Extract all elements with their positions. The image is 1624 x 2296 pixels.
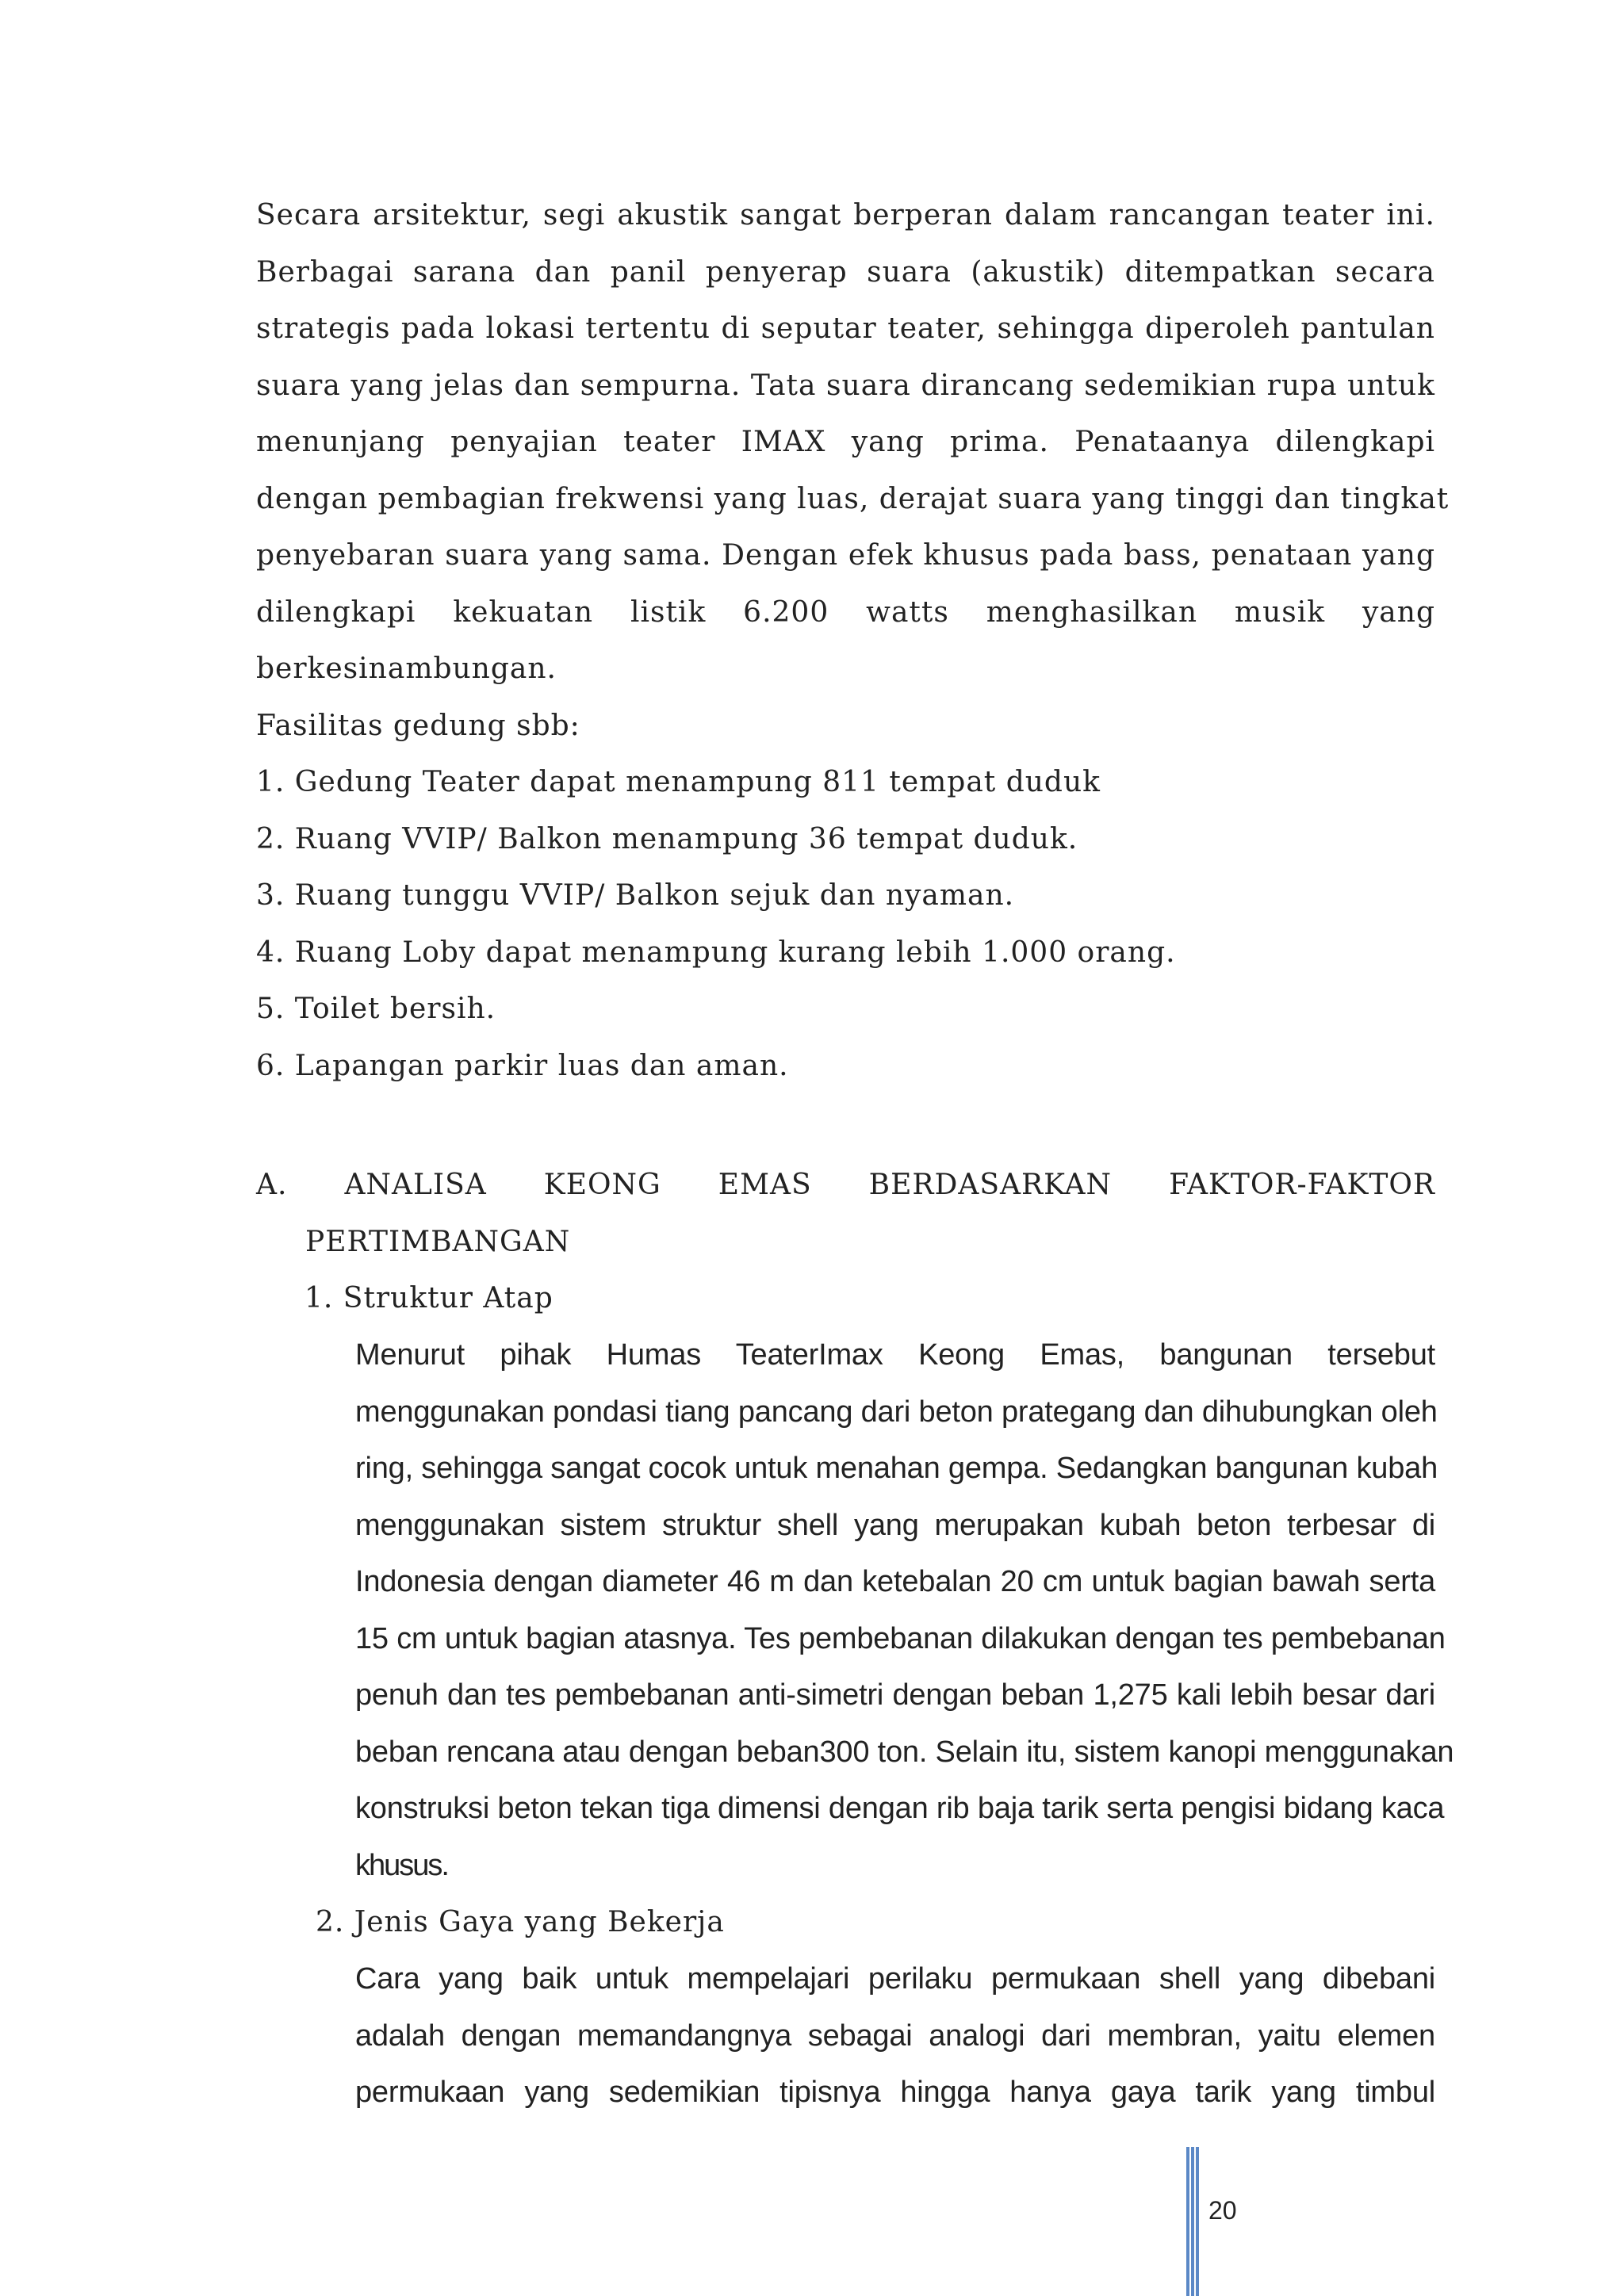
intro-line: Secara arsitektur, segi akustik sangat berperan dalam rancangan teater ini. xyxy=(256,199,1435,232)
page-number: 20 xyxy=(1208,2196,1237,2225)
body-line: penuh dan tes pembebanan anti-simetri dengan beban 1,275 kali lebih besar dari xyxy=(355,1678,1435,1712)
intro-line: Berbagai sarana dan panil penyerap suara (akustik) ditempatkan secara xyxy=(256,255,1435,289)
section-heading-line: PERTIMBANGAN xyxy=(305,1225,571,1258)
body-line: adalah dengan memandangnya sebagai analogi dari membran, yaitu elemen xyxy=(355,2019,1435,2053)
body-line: khusus. xyxy=(355,1848,448,1882)
facility-item: 1. Gedung Teater dapat menampung 811 tempat duduk xyxy=(256,766,1101,798)
subsection-2-title xyxy=(316,1894,1435,1951)
intro-line: strategis pada lokasi tertentu di seputar teater, sehingga diperoleh pantulan xyxy=(256,312,1435,345)
subsection-2-body xyxy=(355,1951,1435,2122)
body-line: menggunakan sistem struktur shell yang merupakan kubah beton terbesar di xyxy=(355,1508,1435,1542)
facility-item: 6. Lapangan parkir luas dan aman. xyxy=(256,1049,789,1082)
subsection-title: 1. Struktur Atap xyxy=(304,1282,553,1314)
body-line: Indonesia dengan diameter 46 m dan ketebalan 20 cm untuk bagian bawah serta xyxy=(355,1565,1435,1598)
subsection-1-body xyxy=(355,1327,1454,1894)
body-line: 15 cm untuk bagian atasnya. Tes pembebanan dilakukan dengan tes pembebanan xyxy=(355,1621,1446,1655)
body-line: menggunakan pondasi tiang pancang dari beton prategang dan dihubungkan oleh xyxy=(355,1395,1438,1429)
footer-divider xyxy=(1186,2147,1199,2296)
intro-line: dilengkapi kekuatan listik 6.200 watts menghasilkan musik yang xyxy=(256,595,1435,629)
intro-line: dengan pembagian frekwensi yang luas, derajat suara yang tinggi dan tingkat xyxy=(256,482,1450,515)
facilities-heading: Fasilitas gedung sbb: xyxy=(256,709,580,742)
intro-line: penyebaran suara yang sama. Dengan efek khusus pada bass, penataan yang xyxy=(256,539,1435,572)
facility-item: 4. Ruang Loby dapat menampung kurang lebih 1.000 orang. xyxy=(256,936,1176,969)
body-line: permukaan yang sedemikian tipisnya hingga hanya gaya tarik yang timbul xyxy=(355,2076,1435,2109)
subsection-1-title xyxy=(304,1270,1435,1327)
body-line: Cara yang baik untuk mempelajari perilaku permukaan shell yang dibebani xyxy=(355,1962,1435,1996)
subsection-title: 2. Jenis Gaya yang Bekerja xyxy=(316,1906,725,1938)
facility-item: 2. Ruang VVIP/ Balkon menampung 36 tempat duduk. xyxy=(256,822,1078,855)
intro-line: menunjang penyajian teater IMAX yang prima. Penataanya dilengkapi xyxy=(256,426,1435,458)
intro-paragraph xyxy=(256,187,1450,1094)
intro-line: berkesinambungan. xyxy=(256,652,557,685)
facility-item: 5. Toilet bersih. xyxy=(256,993,496,1025)
section-heading-line: A. ANALISA KEONG EMAS BERDASARKAN FAKTOR-FAKTOR xyxy=(256,1169,1435,1201)
body-line: beban rencana atau dengan beban300 ton. Selain itu, sistem kanopi menggunakan xyxy=(355,1735,1454,1769)
body-line: konstruksi beton tekan tiga dimensi dengan rib baja tarik serta pengisi bidang kaca xyxy=(355,1792,1445,1825)
intro-line: suara yang jelas dan sempurna. Tata suara dirancang sedemikian rupa untuk xyxy=(256,369,1435,402)
body-line: ring, sehingga sangat cocok untuk menahan gempa. Sedangkan bangunan kubah xyxy=(355,1452,1438,1485)
section-a-heading xyxy=(256,1157,1435,1270)
body-line: Menurut pihak Humas TeaterImax Keong Emas, bangunan tersebut xyxy=(355,1338,1435,1372)
facility-item: 3. Ruang tunggu VVIP/ Balkon sejuk dan nyaman. xyxy=(256,879,1015,912)
